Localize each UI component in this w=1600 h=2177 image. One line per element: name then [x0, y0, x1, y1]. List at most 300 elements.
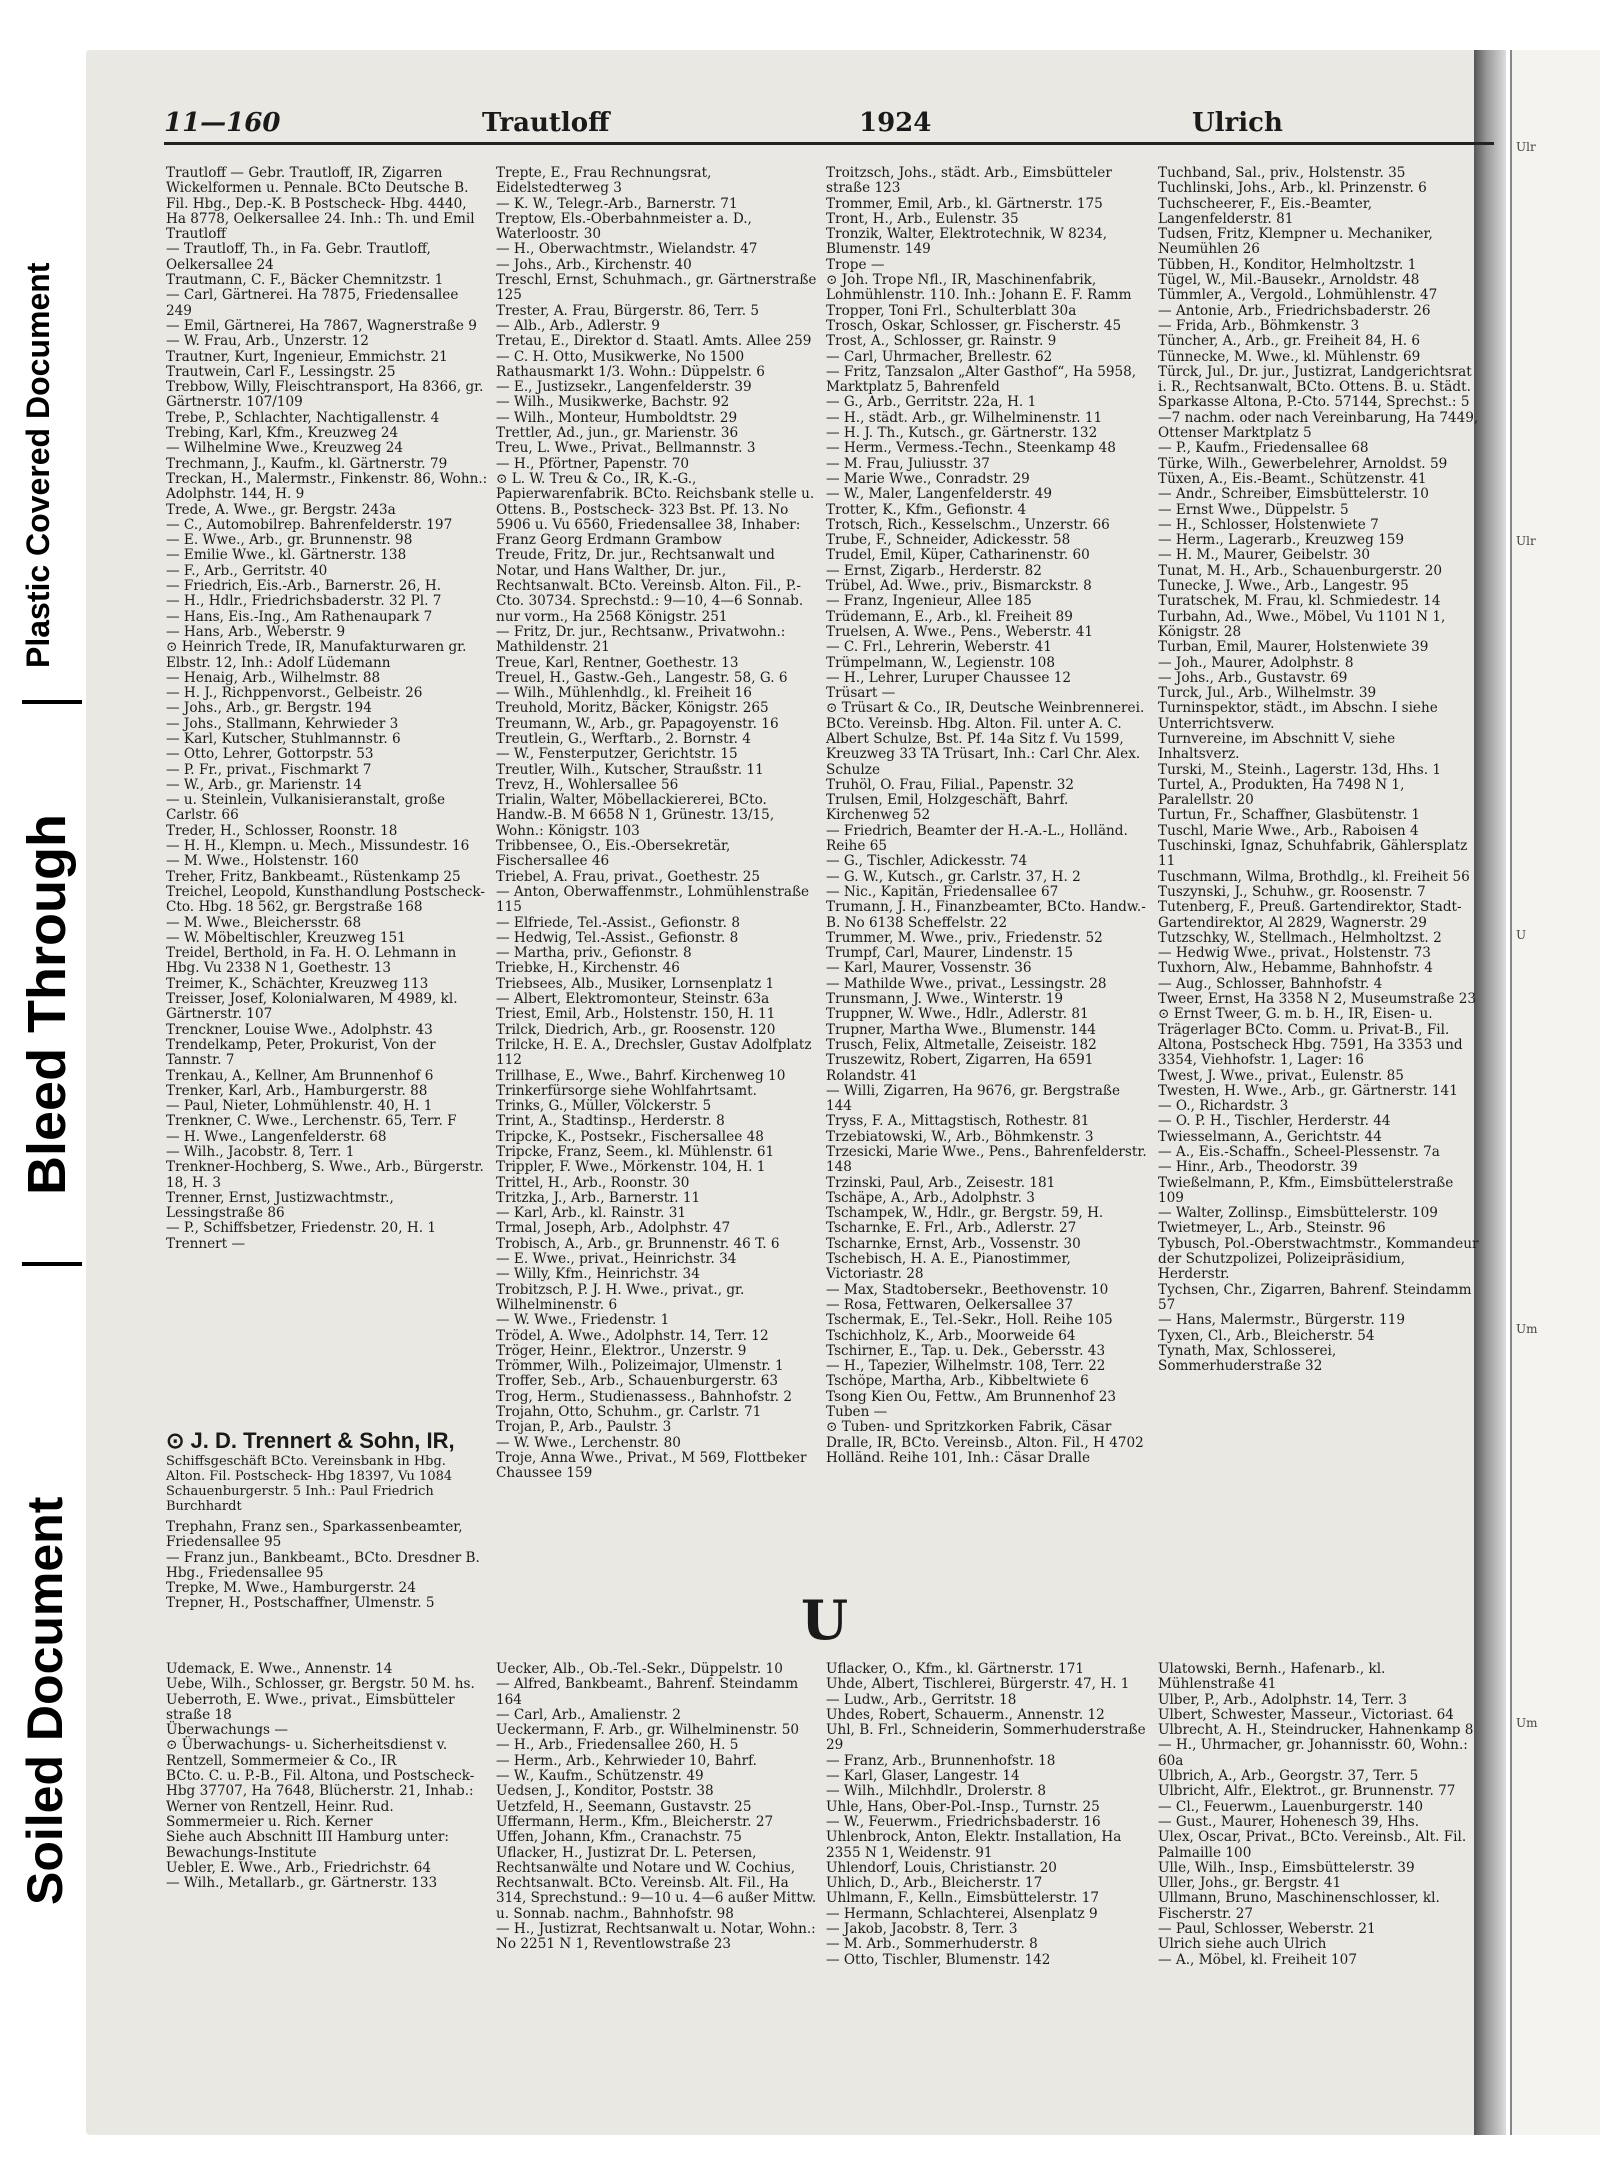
directory-entry: Tschermak, E., Tel.-Sekr., Holl. Reihe 105	[826, 1312, 1113, 1329]
directory-entry: Trautner, Kurt, Ingenieur, Emmichstr. 21	[166, 348, 448, 365]
directory-entry: Uedsen, J., Konditor, Poststr. 38	[496, 1783, 714, 1800]
directory-entry: — Johs., Arb., Kirchenstr. 40	[496, 256, 692, 273]
directory-entry: Tweer, Ernst, Ha 3358 N 2, Museumstraße 23	[1158, 991, 1477, 1008]
directory-entry: Uebler, E. Wwe., Arb., Friedrichstr. 64	[166, 1859, 432, 1876]
section-letter: U	[801, 1588, 849, 1652]
directory-entry: Trendelkamp, Peter, Prokurist, Von der Tannstr. 7	[166, 1036, 436, 1069]
directory-entry: — W. Frau, Arb., Unzerstr. 12	[166, 333, 369, 350]
directory-entry: — W. Wwe., Lerchenstr. 80	[496, 1434, 681, 1451]
directory-entry: Trenkner-Hochberg, S. Wwe., Arb., Bürgerstr. 18, H. 3	[166, 1159, 484, 1191]
directory-entry: Tsong Kien Ou, Fettw., Am Brunnenhof 23	[826, 1388, 1116, 1405]
directory-entry: ⊙ Ernst Tweer, G. m. b. H., IR, Eisen- u. Trägerlager BCto. Comm. u. Privat-B., Fil. Altona, Postscheck Hbg. 7591, Ha 3353 und 3354, Viehhofstr. 1, Lager: 16	[1158, 1006, 1463, 1069]
directory-entry: — E. Wwe., Arb., gr. Brunnenstr. 98	[166, 532, 413, 549]
directory-entry: Trulsen, Emil, Holzgeschäft, Bahrf. Kirchenweg 52	[826, 792, 1069, 824]
directory-entry: — Paul, Schlosser, Weberstr. 21	[1158, 1921, 1376, 1938]
directory-entry: Ueckermann, F. Arb., gr. Wilhelminenstr. 50	[496, 1722, 800, 1739]
directory-entry: — Karl, Maurer, Vossenstr. 36	[826, 960, 1032, 977]
directory-entry: Trittel, H., Arb., Roonstr. 30	[496, 1174, 690, 1191]
directory-entry: Trinks, G., Müller, Völckerstr. 5	[496, 1098, 712, 1115]
directory-entry: Tübben, H., Konditor, Helmholtzstr. 1	[1158, 256, 1417, 273]
directory-entry: — Alb., Arb., Adlerstr. 9	[496, 317, 660, 334]
directory-entry: — A., Eis.-Schaffn., Scheel-Plessenstr. 7a	[1158, 1144, 1440, 1160]
directory-entry: — O. P. H., Tischler, Herderstr. 44	[1158, 1113, 1391, 1130]
directory-entry: Trumpf, Carl, Maurer, Lindenstr. 15	[826, 945, 1074, 962]
directory-entry: — C. H. Otto, Musikwerke, No 1500 Rathausmarkt 1/3. Wohn.: Düppelstr. 6	[496, 348, 765, 380]
directory-entry: Tscharnke, E. Frl., Arb., Adlerstr. 27	[826, 1220, 1077, 1237]
directory-entry: Tröger, Heinr., Elektror., Unzerstr. 9	[496, 1342, 747, 1359]
directory-entry: Twest, J. Wwe., privat., Eulenstr. 85	[1158, 1067, 1404, 1084]
directory-entry: Troitzsch, Johs., städt. Arb., Eimsbütteler straße 123	[826, 165, 1112, 197]
directory-entry: Trevz, H., Wohlersallee 56	[496, 776, 679, 793]
directory-entry: Tuschinski, Ignaz, Schuhfabrik, Gählersplatz 11	[1158, 838, 1468, 870]
directory-entry: — H., Lehrer, Luruper Chaussee 12	[826, 669, 1072, 686]
directory-entry: Treutler, Wilh., Kutscher, Straußstr. 11	[496, 761, 764, 778]
directory-entry: Treptow, Els.-Oberbahnmeister a. D., Waterloostr. 30	[496, 210, 752, 243]
directory-entry: — Wilh., Musikwerke, Bachstr. 92	[496, 394, 730, 411]
directory-entry: — Emilie Wwe., kl. Gärtnerstr. 138	[166, 547, 407, 564]
directory-entry: Tretau, E., Direktor d. Staatl. Amts. Allee 259	[496, 333, 812, 350]
directory-entry: — H., Justizrat, Rechtsanwalt u. Notar, Wohn.: No 2251 N 1, Reventlowstraße 23	[496, 1921, 816, 1953]
directory-entry: Trenckner, Louise Wwe., Adolphstr. 43	[166, 1021, 433, 1038]
directory-entry: — H., Tapezier, Wilhelmstr. 108, Terr. 22	[826, 1358, 1106, 1375]
directory-entry: — Ludw., Arb., Gerritstr. 18	[826, 1691, 1017, 1708]
directory-entry: — Frida, Arb., Böhmkenstr. 3	[1158, 317, 1360, 334]
directory-entry: — Alfred, Bankbeamt., Bahrenf. Steindamm 164	[496, 1676, 799, 1708]
directory-entry: Trenkau, A., Kellner, Am Brunnenhof 6	[166, 1067, 434, 1084]
directory-entry: Ulle, Wilh., Insp., Eimsbüttelerstr. 39	[1158, 1859, 1415, 1876]
directory-entry: — Hermann, Schlachterei, Alsenplatz 9	[826, 1905, 1098, 1922]
directory-entry: — Hans, Arb., Weberstr. 9	[166, 623, 346, 640]
directory-entry: Tunecke, J. Wwe., Arb., Langestr. 95	[1158, 578, 1409, 595]
directory-entry: Uhde, Albert, Tischlerei, Bürgerstr. 47, H. 1	[826, 1676, 1130, 1693]
directory-entry: Trusch, Felix, Altmetalle, Zeiseistr. 182	[826, 1036, 1097, 1053]
directory-entry: Trede, A. Wwe., gr. Bergstr. 243a	[166, 501, 396, 518]
directory-entry: Tuchlinski, Johs., Arb., kl. Prinzenstr. 6	[1158, 180, 1427, 197]
directory-entry: Trummer, M. Wwe., priv., Friedenstr. 52	[826, 929, 1103, 946]
directory-entry: Truhöl, O. Frau, Filial., Papenstr. 32	[826, 776, 1075, 793]
adjacent-page-fragment: Um	[1516, 1716, 1538, 1730]
directory-entry: — G., Arb., Gerritstr. 22a, H. 1	[826, 394, 1037, 411]
directory-entry: Treisser, Josef, Kolonialwaren, M 4989, kl. Gärtnerstr. 107	[166, 991, 458, 1023]
directory-entry: — Hans, Eis.-Ing., Am Rathenaupark 7	[166, 608, 433, 625]
directory-entry: — Albert, Elektromonteur, Steinstr. 63a	[496, 991, 770, 1008]
directory-entry: Treu, L. Wwe., Privat., Bellmannstr. 3	[496, 440, 756, 457]
directory-entry: — Friedrich, Eis.-Arb., Barnerstr. 26, H.	[166, 578, 442, 595]
directory-entry: Triebke, H., Kirchenstr. 46	[496, 960, 680, 977]
directory-entry: Tyxen, Cl., Arb., Bleicherstr. 54	[1158, 1327, 1375, 1344]
directory-entry: — G. W., Kutsch., gr. Carlstr. 37, H. 2	[826, 868, 1081, 885]
directory-entry: Ulrich siehe auch Ulrich	[1158, 1936, 1327, 1953]
directory-entry: — Wilh., Metallarb., gr. Gärtnerstr. 133	[166, 1875, 438, 1892]
directory-entry: — Herm., Lagerarb., Kreuzweg 159	[1158, 532, 1405, 549]
adjacent-page-fragment: Ulr	[1516, 140, 1536, 154]
directory-entry: — Karl, Kutscher, Stuhlmannstr. 6	[166, 730, 401, 747]
directory-entry: — Joh., Maurer, Adolphstr. 8	[1158, 654, 1354, 671]
directory-entry: Trilcke, H. E. A., Drechsler, Gustav Adolfplatz 112	[496, 1036, 812, 1069]
page-header	[164, 108, 1494, 145]
directory-page	[86, 50, 1506, 2135]
directory-entry: — Ernst, Zigarb., Herderstr. 82	[826, 562, 1042, 579]
directory-entry: Trüsart —	[826, 685, 896, 702]
directory-entry: — F., Arb., Gerritstr. 40	[166, 562, 328, 579]
directory-entry: — H. H., Klempn. u. Mech., Missundestr. 16	[166, 838, 470, 855]
directory-entry: Uhle, Hans, Ober-Pol.-Insp., Turnstr. 25	[826, 1798, 1100, 1815]
directory-entry: Twietmeyer, L., Arb., Steinstr. 96	[1158, 1220, 1386, 1237]
directory-entry: Tuben —	[826, 1404, 888, 1421]
directory-entry: Tronzik, Walter, Elektrotechnik, W 8234, Blumenstr. 149	[826, 226, 1108, 258]
directory-entry: Trettler, Ad., jun., gr. Marienstr. 36	[496, 425, 739, 442]
directory-entry: — Johs., Arb., Gustavstr. 69	[1158, 669, 1348, 686]
directory-entry: Trzebiatowski, W., Arb., Böhmkenstr. 3	[826, 1128, 1094, 1145]
adjacent-page-fragment: U	[1516, 928, 1527, 942]
directory-entry: — Fritz, Tanzsalon „Alter Gasthof“, Ha 5958, Marktplatz 5, Bahrenfeld	[826, 363, 1137, 396]
directory-entry: — M. Wwe., Holstenstr. 160	[166, 853, 359, 870]
directory-entry: Tutenberg, F., Preuß. Gartendirektor, Stadt-Gartendirektor, Al 2829, Wagnerstr. 29	[1158, 899, 1462, 931]
directory-entry: Trebbow, Willy, Fleischtransport, Ha 8366, gr. Gärtnerstr. 107/109	[166, 379, 484, 411]
directory-entry: Tuchband, Sal., priv., Holstenstr. 35	[1158, 165, 1406, 181]
ad-title: ⊙ J. D. Trennert & Sohn, IR,	[166, 1428, 455, 1453]
directory-entry: Tropper, Toni Frl., Schulterblatt 30a	[826, 302, 1077, 319]
directory-entry: Trübel, Ad. Wwe., priv., Bismarckstr. 8	[826, 578, 1092, 595]
directory-entry: — Anton, Oberwaffenmstr., Lohmühlenstraße 115	[496, 883, 810, 916]
adjacent-page-fragment: Ulr	[1516, 534, 1536, 548]
directory-entry: Tschäpe, A., Arb., Adolphstr. 3	[826, 1189, 1035, 1206]
u-column-3	[826, 1662, 1148, 1968]
directory-entry: — P. Fr., privat., Fischmarkt 7	[166, 761, 372, 778]
directory-entry: Türke, Wilh., Gewerbelehrer, Arnoldst. 59	[1158, 455, 1448, 472]
directory-entry: — M. Frau, Juliusstr. 37	[826, 455, 990, 472]
header-name-right: Ulrich	[1192, 108, 1283, 138]
directory-entry: Uller, Johs., gr. Bergstr. 41	[1158, 1875, 1342, 1892]
directory-entry: Trog, Herm., Studienassess., Bahnhofstr. 2	[496, 1388, 793, 1405]
directory-entry: — Jakob, Jacobstr. 8, Terr. 3	[826, 1921, 1018, 1938]
directory-entry: — Franz jun., Bankbeamt., BCto. Dresdner B. Hbg., Friedensallee 95	[166, 1549, 480, 1581]
directory-entry: Truszewitz, Robert, Zigarren, Ha 6591 Rolandstr. 41	[826, 1052, 1094, 1084]
directory-entry: Trojan, P., Arb., Paulstr. 3	[496, 1419, 672, 1436]
directory-entry: Trenner, Ernst, Justizwachtmstr., Lessingstraße 86	[166, 1189, 394, 1222]
directory-entry: Tudsen, Fritz, Klempner u. Mechaniker, Neumühlen 26	[1158, 226, 1433, 258]
directory-entry: — Walter, Zollinsp., Eimsbüttelerstr. 109	[1158, 1205, 1438, 1222]
directory-entry: ⊙ Trüsart & Co., IR, Deutsche Weinbrennerei. BCto. Vereinsb. Hbg. Alton. Fil. unter A. C. Albert Schulze, Bst. Pf. 14a Sitz f. Vu 1599, Kreuzweg 33 TA Trüsart, Inh.: Carl Chr. Alex. Schulze	[826, 700, 1145, 778]
directory-entry: Treichel, Leopold, Kunsthandlung Postscheck-Cto. Hbg. 18 562, gr. Bergstraße 168	[166, 883, 486, 916]
directory-entry: Twiesselmann, A., Gerichtstr. 44	[1158, 1128, 1382, 1145]
directory-entry: — Herm., Vermess.-Techn., Steenkamp 48	[826, 440, 1116, 457]
directory-entry: Trümpelmann, W., Legienstr. 108	[826, 654, 1055, 671]
directory-entry: — Hedwig Wwe., privat., Holstenstr. 73	[1158, 945, 1431, 962]
directory-entry: Trint, A., Stadtinsp., Herderstr. 8	[496, 1113, 725, 1130]
directory-entry: — Karl, Glaser, Langestr. 14	[826, 1768, 1020, 1785]
column-1	[166, 166, 488, 1252]
directory-entry: Tünnecke, M. Wwe., kl. Mühlenstr. 69	[1158, 348, 1421, 365]
directory-entry: Turck, Jul., Arb., Wilhelmstr. 39	[1158, 685, 1377, 702]
directory-entry: Ulbricht, Alfr., Elektrot., gr. Brunnenstr. 77	[1158, 1783, 1456, 1800]
directory-entry: Turski, M., Steinh., Lagerstr. 13d, Hhs. 1	[1158, 761, 1442, 778]
directory-entry: Trost, A., Schlosser, gr. Rainstr. 9	[826, 333, 1057, 350]
directory-entry: Tuxhorn, Alw., Hebamme, Bahnhofstr. 4	[1158, 960, 1433, 977]
directory-entry: — H. J. Th., Kutsch., gr. Gärtnerstr. 132	[826, 425, 1098, 442]
directory-entry: — Herm., Arb., Kehrwieder 10, Bahrf.	[496, 1752, 757, 1769]
label-soiled-document: Soiled Document	[17, 1496, 73, 1905]
directory-entry: — H. J., Richppenvorst., Gelbeistr. 26	[166, 685, 423, 702]
directory-entry: — P., Schiffsbetzer, Friedenstr. 20, H. 1	[166, 1220, 436, 1237]
directory-entry: — H., Oberwachtmstr., Wielandstr. 47	[496, 241, 758, 258]
directory-entry: — Ernst Wwe., Düppelstr. 5	[1158, 501, 1349, 518]
directory-entry: — H. M., Maurer, Geibelstr. 30	[1158, 547, 1370, 564]
directory-entry: Treschl, Ernst, Schuhmach., gr. Gärtnerstraße 125	[496, 272, 817, 304]
directory-entry: — Carl, Uhrmacher, Brellestr. 62	[826, 348, 1053, 365]
directory-entry: ⊙ Überwachungs- u. Sicherheitsdienst v. Rentzell, Sommermeier & Co., IR	[166, 1737, 448, 1769]
directory-entry: Trojahn, Otto, Schuhm., gr. Carlstr. 71	[496, 1404, 762, 1421]
label-plastic-covered: Plastic Covered Document	[20, 262, 56, 668]
directory-entry: Ueberroth, E. Wwe., privat., Eimsbütteler straße 18	[166, 1691, 455, 1723]
directory-entry: — P., Kaufm., Friedensallee 68	[1158, 440, 1369, 457]
u-column-1	[166, 1662, 488, 1891]
directory-entry: Trzesicki, Marie Wwe., Pens., Bahrenfelderstr. 148	[826, 1144, 1147, 1176]
directory-entry: Trephahn, Franz sen., Sparkassenbeamter, Friedensallee 95	[166, 1519, 463, 1551]
u-column-2	[496, 1662, 818, 1953]
directory-entry: Überwachungs —	[166, 1722, 288, 1739]
directory-entry: Trepner, H., Postschaffner, Ulmenstr. 5	[166, 1595, 435, 1612]
directory-entry: Ulex, Oscar, Privat., BCto. Vereinsb., Alt. Fil. Palmaille 100	[1158, 1829, 1467, 1861]
directory-entry: Trunsmann, J. Wwe., Winterstr. 19	[826, 991, 1064, 1008]
directory-entry: Uebe, Wilh., Schlosser, gr. Bergstr. 50 M. hs.	[166, 1676, 475, 1693]
directory-entry: Tschirner, E., Tap. u. Dek., Gebersstr. 43	[826, 1342, 1106, 1359]
directory-entry: — Cl., Feuerwm., Lauenburgerstr. 140	[1158, 1798, 1424, 1815]
directory-entry: — Wilh., Milchhdlr., Drolerstr. 8	[826, 1783, 1047, 1800]
directory-entry: Trilck, Diedrich, Arb., gr. Roosenstr. 120	[496, 1021, 776, 1038]
directory-entry: Trobisch, A., Arb., gr. Brunnenstr. 46 T. 6	[496, 1235, 780, 1252]
directory-entry: Treher, Fritz, Bankbeamt., Rüstenkamp 25	[166, 868, 461, 885]
directory-entry: Turnvereine, im Abschnitt V, siehe Inhaltsverz.	[1158, 730, 1396, 763]
directory-entry: — O., Richardstr. 3	[1158, 1098, 1289, 1115]
directory-entry: Ulber, P., Arb., Adolphstr. 14, Terr. 3	[1158, 1691, 1407, 1708]
directory-entry: — H., Hdlr., Friedrichsbaderstr. 32 Pl. 7	[166, 593, 442, 610]
directory-entry: Trmal, Joseph, Arb., Adolphstr. 47	[496, 1220, 731, 1237]
directory-entry: — Rosa, Fettwaren, Oelkersallee 37	[826, 1296, 1074, 1313]
directory-entry: — H. Wwe., Langenfelderstr. 68	[166, 1128, 387, 1145]
directory-entry: Tüncher, A., Arb., gr. Freiheit 84, H. 6	[1158, 333, 1421, 350]
directory-entry: Troje, Anna Wwe., Privat., M 569, Flottbeker Chaussee 159	[496, 1449, 807, 1482]
directory-entry: — M. Arb., Sommerhuderstr. 8	[826, 1936, 1038, 1953]
directory-entry: Tybusch, Pol.-Oberstwachtmstr., Kommandeur der Schutzpolizei, Polizeipräsidium, Herderstr.	[1158, 1235, 1479, 1283]
directory-entry: Uffermann, Herm., Kfm., Bleicherstr. 27	[496, 1813, 774, 1830]
directory-entry: Tripcke, K., Postsekr., Fischersallee 48	[496, 1128, 764, 1145]
directory-entry: Turtel, A., Produkten, Ha 7498 N 1, Paralellstr. 20	[1158, 776, 1405, 809]
directory-entry: Troffer, Seb., Arb., Schauenburgerstr. 63	[496, 1373, 779, 1390]
label-separator	[22, 700, 82, 704]
directory-entry: — W., Maler, Langenfelderstr. 49	[826, 486, 1052, 503]
directory-entry: Trepte, E., Frau Rechnungsrat, Eidelstedterweg 3	[496, 165, 712, 197]
directory-entry: Tschöpe, Martha, Arb., Kibbeltwiete 6	[826, 1373, 1089, 1390]
directory-entry: Tront, H., Arb., Eulenstr. 35	[826, 210, 1019, 227]
directory-entry: — H., Schlosser, Holstenwiete 7	[1158, 516, 1379, 533]
directory-entry: Trester, A. Frau, Bürgerstr. 86, Terr. 5	[496, 302, 759, 319]
column-4	[1158, 166, 1480, 1374]
directory-entry: — Nic., Kapitän, Friedensallee 67	[826, 883, 1059, 900]
directory-entry: — M. Wwe., Bleichersstr. 68	[166, 914, 362, 931]
directory-entry: — Fritz, Dr. jur., Rechtsanw., Privatwohn.: Mathildenstr. 21	[496, 623, 786, 656]
directory-entry: Turtun, Fr., Schaffner, Glasbütenstr. 1	[1158, 807, 1420, 824]
directory-entry: Treidel, Berthold, in Fa. H. O. Lehmann in Hbg. Vu 2338 N 1, Goethestr. 13	[166, 945, 457, 977]
directory-entry: Trippler, F. Wwe., Mörkenstr. 104, H. 1	[496, 1159, 766, 1176]
directory-entry: Twießelmann, P., Kfm., Eimsbüttelerstraße 109	[1158, 1174, 1454, 1206]
directory-entry: Trobitzsch, P. J. H. Wwe., privat., gr. Wilhelminenstr. 6	[496, 1281, 745, 1313]
directory-entry: Uffen, Johann, Kfm., Cranachstr. 75	[496, 1829, 742, 1846]
directory-entry: Udemack, E. Wwe., Annenstr. 14	[166, 1661, 393, 1677]
directory-entry: Uhl, B. Frl., Schneiderin, Sommerhuderstraße 29	[826, 1722, 1146, 1754]
directory-entry: — H., städt. Arb., gr. Wilhelminenstr. 11	[826, 409, 1103, 426]
directory-entry: Trialin, Walter, Möbellackiererei, BCto. Handw.-B. M 6658 N 1, Grünestr. 13/15, Wohn.: Königstr. 103	[496, 792, 775, 839]
directory-entry: Turninspektor, städt., im Abschn. I siehe Unterrichtsverw.	[1158, 700, 1438, 732]
directory-entry: — K. W., Telegr.-Arb., Barnerstr. 71	[496, 195, 738, 212]
directory-entry: Trzinski, Paul, Arb., Zeisestr. 181	[826, 1174, 1056, 1191]
directory-entry: Trenker, Karl, Arb., Hamburgerstr. 88	[166, 1082, 428, 1099]
directory-entry: — H., Pförtner, Papenstr. 70	[496, 455, 690, 472]
directory-entry: Ulbrich, A., Arb., Georgstr. 37, Terr. 5	[1158, 1768, 1419, 1785]
page-number: 11—160	[164, 108, 281, 138]
directory-entry: Trüdemann, E., Arb., kl. Freiheit 89	[826, 608, 1073, 625]
directory-entry: — C., Automobilrep. Bahrenfelderstr. 197	[166, 516, 453, 533]
directory-entry: Ulbrecht, A. H., Steindrucker, Hahnenkamp 8	[1158, 1722, 1474, 1739]
directory-entry: BCto. C. u. P.-B., Fil. Altona, und Postscheck- Hbg 37707, Ha 7648, Blücherstr. 21, Inhab.: Werner von Rentzell, Heinr. Rud. Sommermeier u. Rich. Kerner	[166, 1768, 475, 1830]
directory-entry: — Johs., Arb., gr. Bergstr. 194	[166, 700, 372, 717]
directory-entry: Twesten, H. Wwe., Arb., gr. Gärtnerstr. 141	[1158, 1082, 1458, 1099]
directory-entry: ⊙ Heinrich Trede, IR, Manufakturwaren gr. Elbstr. 12, Inh.: Adolf Lüdemann	[166, 639, 467, 671]
directory-entry: — Henaig, Arb., Wilhelmstr. 88	[166, 669, 381, 686]
directory-entry: Tripcke, Franz, Seem., kl. Mühlenstr. 61	[496, 1144, 775, 1160]
directory-entry: Tribbensee, O., Eis.-Obersekretär, Fischersallee 46	[496, 838, 731, 870]
directory-entry: Trotsch, Rich., Kesselschm., Unzerstr. 66	[826, 516, 1110, 533]
directory-entry: Treuhold, Moritz, Bäcker, Königstr. 265	[496, 700, 769, 717]
directory-entry: Ullmann, Bruno, Maschinenschlosser, kl. Fischerstr. 27	[1158, 1890, 1440, 1922]
directory-entry: Tunat, M. H., Arb., Schauenburgerstr. 20	[1158, 562, 1443, 579]
directory-entry: Trommer, Emil, Arb., kl. Gärtnerstr. 175	[826, 195, 1103, 212]
directory-entry: Triest, Emil, Arb., Holstenstr. 150, H. 11	[496, 1006, 776, 1023]
directory-entry: Uetzfeld, H., Seemann, Gustavstr. 25	[496, 1798, 752, 1815]
directory-entry: — W. Möbeltischler, Kreuzweg 151	[166, 929, 406, 946]
directory-entry: — C. Frl., Lehrerin, Weberstr. 41	[826, 639, 1052, 656]
directory-entry: — Carl, Gärtnerei. Ha 7875, Friedensallee 249	[166, 287, 459, 319]
header-name-left: Trautloff	[482, 108, 610, 138]
directory-entry: Treuel, H., Gastw.-Geh., Langestr. 58, G. 6	[496, 669, 788, 686]
directory-entry: — H., Uhrmacher, gr. Johannisstr. 60, Wohn.: 60a	[1158, 1737, 1468, 1769]
directory-entry: — Trautloff, Th., in Fa. Gebr. Trautloff, Oelkersallee 24	[166, 241, 431, 273]
directory-entry: ⊙ Joh. Trope Nfl., IR, Maschinenfabrik, Lohmühlenstr. 110. Inh.: Johann E. F. Ramm	[826, 272, 1132, 304]
directory-entry: Uflacker, O., Kfm., kl. Gärtnerstr. 171	[826, 1661, 1085, 1677]
directory-entry: Triebsees, Alb., Musiker, Lornsenplatz 1	[496, 975, 775, 992]
directory-entry: — Hinr., Arb., Theodorstr. 39	[1158, 1159, 1358, 1176]
directory-entry: Uecker, Alb., Ob.-Tel.-Sekr., Düppelstr. 10	[496, 1661, 783, 1677]
directory-entry: ⊙ Tuben- und Spritzkorken Fabrik, Cäsar Dralle, IR, BCto. Vereinsb., Alton. Fil., H 4702 Holländ. Reihe 101, Inh.: Cäsar Dralle	[826, 1419, 1144, 1466]
directory-entry: Trenkner, C. Wwe., Lerchenstr. 65, Terr. F	[166, 1113, 457, 1130]
directory-entry: Trebe, P., Schlachter, Nachtigallenstr. 4	[166, 409, 440, 426]
directory-entry: — Gust., Maurer, Hohenesch 39, Hhs.	[1158, 1813, 1420, 1830]
directory-entry: Trope —	[826, 256, 885, 273]
directory-entry: Trudel, Emil, Küper, Catharinenstr. 60	[826, 547, 1090, 564]
directory-entry: — Antonie, Arb., Friedrichsbaderstr. 26	[1158, 302, 1431, 319]
directory-entry: Uhlmann, F., Kelln., Eimsbüttelerstr. 17	[826, 1890, 1100, 1907]
directory-entry: Uhlich, D., Arb., Bleicherstr. 17	[826, 1875, 1043, 1892]
ad-body: Schiffsgeschäft BCto. Vereinsbank in Hbg. Alton. Fil. Postscheck- Hbg 18397, Vu 1084 Schauenburgerstr. 5 Inh.: Paul Friedrich Burchhardt	[166, 1454, 453, 1514]
directory-entry: Trumann, J. H., Finanzbeamter, BCto. Handw.-B. No 6138 Scheffelstr. 22	[826, 899, 1146, 931]
directory-entry: — Hedwig, Tel.-Assist., Gefionstr. 8	[496, 929, 739, 946]
directory-entry: — Wilh., Monteur, Humboldtstr. 29	[496, 409, 738, 426]
directory-entry: — Franz, Arb., Brunnenhofstr. 18	[826, 1752, 1056, 1769]
directory-entry: Tritzka, J., Arb., Barnerstr. 11	[496, 1189, 701, 1206]
directory-entry: — Marie Wwe., Conradstr. 29	[826, 470, 1030, 487]
directory-entry: Trautmann, C. F., Bäcker Chemnitzstr. 1	[166, 272, 444, 289]
directory-entry: — Otto, Tischler, Blumenstr. 142	[826, 1951, 1051, 1968]
directory-entry: — Paul, Nieter, Lohmühlenstr. 40, H. 1	[166, 1098, 433, 1115]
directory-entry: — W., Fensterputzer, Gerichtstr. 15	[496, 746, 738, 763]
directory-entry: — Wilhelmine Wwe., Kreuzweg 24	[166, 440, 404, 457]
directory-entry: Siehe auch Abschnitt III Hamburg unter: Bewachungs-Institute	[166, 1829, 449, 1861]
directory-entry: — Andr., Schreiber, Eimsbüttelerstr. 10	[1158, 486, 1429, 503]
directory-entry: — Carl, Arb., Amalienstr. 2	[496, 1706, 681, 1723]
directory-entry: — E. Wwe., privat., Heinrichstr. 34	[496, 1251, 737, 1268]
directory-entry: Tügel, W., Mil.-Bausekr., Arnoldstr. 48	[1158, 272, 1420, 289]
directory-entry: Trautwein, Carl F., Lessingstr. 25	[166, 363, 396, 380]
directory-entry: — Max, Stadtobersekr., Beethovenstr. 10	[826, 1281, 1109, 1298]
trennert-advertisement	[166, 1422, 488, 1612]
header-year: 1924	[859, 108, 932, 138]
directory-entry: Tümmler, A., Vergold., Lohmühlenstr. 47	[1158, 287, 1438, 304]
directory-entry: Treckan, H., Malermstr., Finkenstr. 86, Wohn.: Adolphstr. 144, H. 9	[166, 470, 488, 503]
directory-entry: — Wilh., Jacobstr. 8, Terr. 1	[166, 1144, 355, 1160]
directory-entry: — Willi, Zigarren, Ha 9676, gr. Bergstraße 144	[826, 1082, 1120, 1115]
directory-entry: Trödel, A. Wwe., Adolphstr. 14, Terr. 12	[496, 1327, 769, 1344]
directory-entry: Turbahn, Ad., Wwe., Möbel, Vu 1101 N 1, Königstr. 28	[1158, 608, 1446, 640]
directory-entry: — Karl, Arb., kl. Rainstr. 31	[496, 1205, 687, 1222]
directory-entry: — E., Justizsekr., Langenfelderstr. 39	[496, 379, 752, 396]
label-separator	[22, 1262, 82, 1266]
directory-entry: Trupner, Martha Wwe., Blumenstr. 144	[826, 1021, 1097, 1038]
directory-entry: Truppner, W. Wwe., Hdlr., Adlerstr. 81	[826, 1006, 1089, 1023]
directory-entry: Uflacker, H., Justizrat Dr. L. Petersen, Rechtsanwälte und Notare und W. Cochius, Rechtsanwalt. BCto. Vereinsb. Alt. Fil., Ha 314, Sprechstund.: 9—10 u. 4—6 außer Mittw. u. Sonnab. nachm., Bahnhofstr. 98	[496, 1844, 817, 1922]
directory-entry: — W., Kaufm., Schützenstr. 49	[496, 1768, 704, 1785]
directory-entry: Tuchscheerer, F., Eis.-Beamter, Langenfelderstr. 81	[1158, 195, 1373, 227]
directory-entry: Trebing, Karl, Kfm., Kreuzweg 24	[166, 425, 399, 442]
directory-entry: Tuschmann, Wilma, Brothdlg., kl. Freiheit 56	[1158, 868, 1470, 885]
directory-entry: Triebel, A. Frau, privat., Goethestr. 25	[496, 868, 761, 885]
directory-entry: — W., Feuerwm., Friedrichsbaderstr. 16	[826, 1813, 1101, 1830]
directory-entry: Tynath, Max, Schlosserei, Sommerhuderstraße 32	[1158, 1342, 1337, 1375]
directory-entry: Truelsen, A. Wwe., Pens., Weberstr. 41	[826, 623, 1094, 640]
directory-entry: — H., Arb., Friedensallee 260, H. 5	[496, 1737, 739, 1754]
u-column-4	[1158, 1662, 1480, 1968]
label-bleed-through: Bleed Through	[17, 814, 77, 1195]
directory-entry: — W. Wwe., Friedenstr. 1	[496, 1312, 670, 1329]
directory-entry: Treder, H., Schlosser, Roonstr. 18	[166, 822, 398, 839]
directory-entry: Treude, Fritz, Dr. jur., Rechtsanwalt und Notar, und Hans Walther, Dr. jur., Rechtsanwalt. BCto. Vereinsb. Alton. Fil., P.-Cto. 30734. Sprechstd.: 9—10, 4—6 Sonnab. nur vorm., Ha 2568 Königstr. 251	[496, 547, 804, 625]
directory-entry: Türck, Jul., Dr. jur., Justizrat, Landgerichtsrat i. R., Rechtsanwalt, BCto. Ottens. B. u. Städt. Sparkasse Altona, P.-Cto. 57144, Sprechst.: 5—7 nachm. oder nach Vereinbarung, Ha 7449, Ottenser Marktplatz 5	[1158, 363, 1479, 442]
directory-entry: — Franz, Ingenieur, Allee 185	[826, 593, 1032, 610]
directory-entry: Trinkerfürsorge siehe Wohlfahrtsamt.	[496, 1082, 757, 1099]
adjacent-page-fragment: Um	[1516, 1322, 1538, 1336]
directory-entry: Tutzschky, W., Stellmach., Helmholtzst. 2	[1158, 929, 1442, 946]
directory-entry: Uhdes, Robert, Schauerm., Annenstr. 12	[826, 1706, 1105, 1723]
directory-entry: Trillhase, E., Wwe., Bahrf. Kirchenweg 10	[496, 1067, 786, 1084]
directory-entry: Tuszynski, J., Schuhw., gr. Roosenstr. 7	[1158, 883, 1426, 900]
directory-entry: Treue, Karl, Rentner, Goethestr. 13	[496, 654, 739, 671]
directory-entry: — Mathilde Wwe., privat., Lessingstr. 28	[826, 975, 1107, 992]
column-2	[496, 166, 818, 1482]
directory-entry: — Martha, priv., Gefionstr. 8	[496, 945, 692, 962]
directory-entry: Trosch, Oskar, Schlosser, gr. Fischerstr. 45	[826, 317, 1122, 334]
directory-entry: Tuschl, Marie Wwe., Arb., Raboisen 4	[1158, 822, 1419, 839]
directory-entry: — Otto, Lehrer, Gottorpstr. 53	[166, 746, 374, 763]
directory-entry: Treutlein, G., Werftarb., 2. Bornstr. 4	[496, 730, 751, 747]
